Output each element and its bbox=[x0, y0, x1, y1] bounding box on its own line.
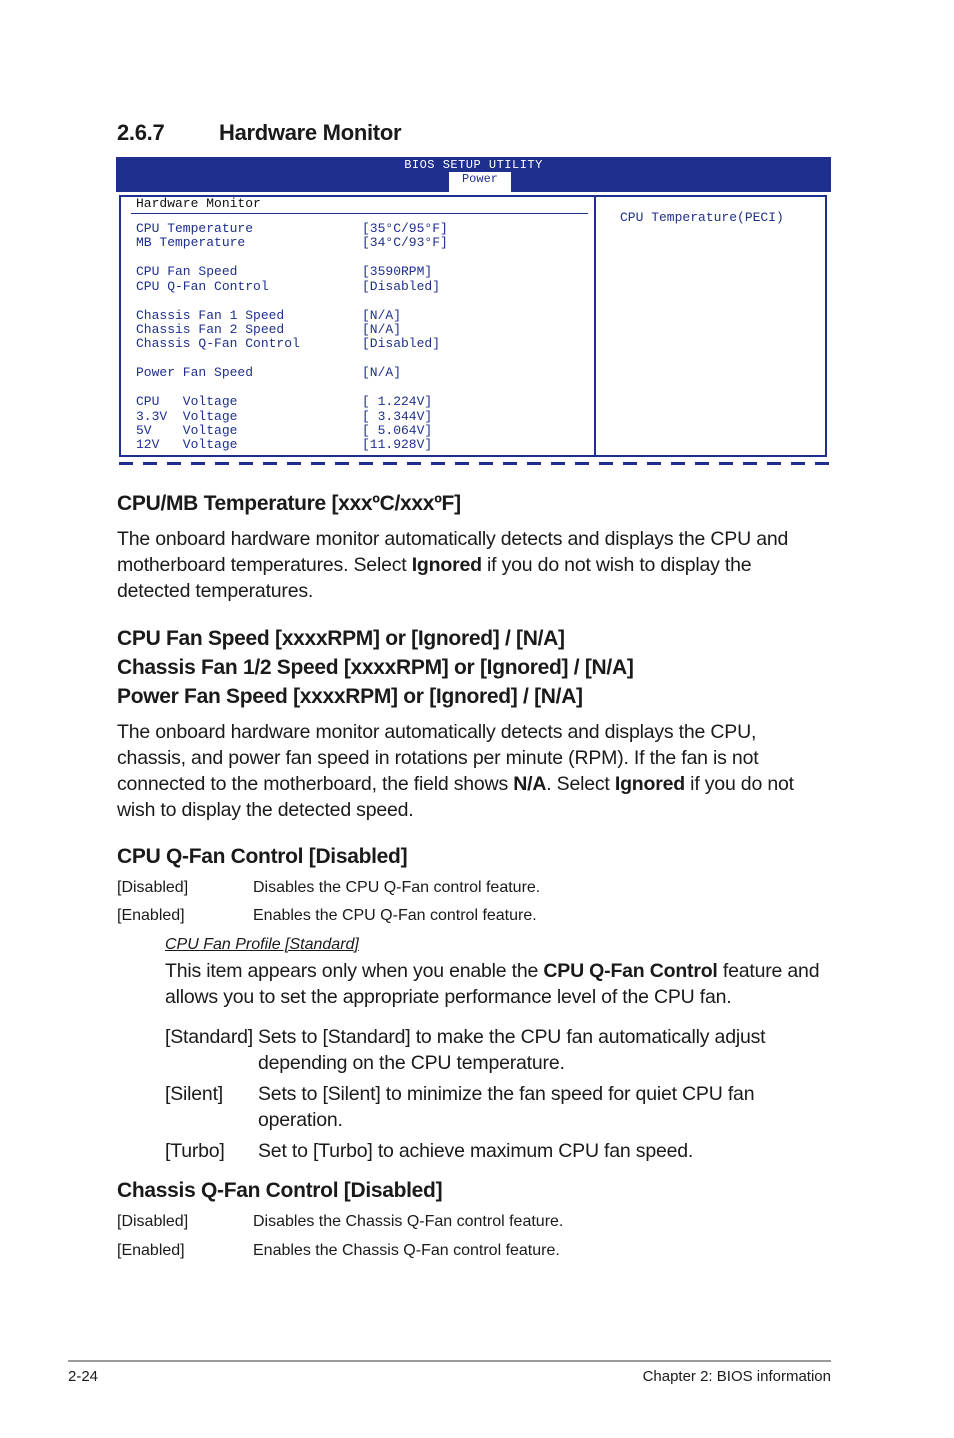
profile-key-standard: [Standard] bbox=[165, 1026, 253, 1048]
bios-item-value: [Disabled] bbox=[362, 336, 441, 351]
text-line: The onboard hardware monitor automatically detects and displays the CPU and bbox=[117, 528, 789, 550]
text-line: allows you to set the appropriate performance level of the CPU fan. bbox=[165, 986, 732, 1008]
bios-panel-title: Hardware Monitor bbox=[136, 196, 261, 211]
fan-speed-paragraph bbox=[117, 719, 837, 823]
power-fan-speed-heading: Power Fan Speed [xxxxRPM] or [Ignored] / [N/A] bbox=[117, 685, 583, 708]
bios-item-value: [ 3.344V] bbox=[362, 409, 433, 424]
section-title: Hardware Monitor bbox=[219, 120, 402, 145]
profile-key-turbo: [Turbo] bbox=[165, 1140, 225, 1162]
text-line: detected temperatures. bbox=[117, 580, 314, 602]
bios-help-text: CPU Temperature(PECI) bbox=[620, 210, 784, 225]
text-line: connected to the motherboard, the field shows N/A. Select Ignored if you do not bbox=[117, 773, 794, 795]
bios-title-rule bbox=[131, 213, 588, 214]
text-line: This item appears only when you enable the CPU Q-Fan Control feature and bbox=[165, 960, 820, 982]
text-line: The onboard hardware monitor automatically detects and displays the CPU, bbox=[117, 721, 757, 743]
bios-item-label[interactable]: 3.3V Voltage bbox=[136, 409, 238, 424]
bios-item-label[interactable]: Chassis Fan 2 Speed bbox=[136, 322, 285, 337]
page-number: 2-24 bbox=[68, 1368, 99, 1385]
bios-item-label[interactable]: 5V Voltage bbox=[136, 423, 238, 438]
cpu-fan-profile-paragraph bbox=[165, 958, 845, 1010]
option-description: Enables the CPU Q-Fan control feature. bbox=[253, 907, 537, 924]
bios-item-label[interactable]: Chassis Q-Fan Control bbox=[136, 336, 300, 351]
temperature-heading: CPU/MB Temperature [xxxºC/xxxºF] bbox=[117, 492, 461, 515]
bios-item-value: [Disabled] bbox=[362, 279, 441, 294]
bios-item-label[interactable]: CPU Temperature bbox=[136, 221, 254, 236]
option-description: Disables the Chassis Q-Fan control feature. bbox=[253, 1213, 564, 1230]
cpu-qfan-heading: CPU Q-Fan Control [Disabled] bbox=[117, 845, 408, 868]
bios-item-label[interactable]: MB Temperature bbox=[136, 235, 246, 250]
option-key: [Disabled] bbox=[117, 1213, 189, 1230]
bios-item-value: [N/A] bbox=[362, 308, 402, 323]
bios-item-value: [3590RPM] bbox=[362, 264, 433, 279]
chassis-fan-speed-heading: Chassis Fan 1/2 Speed [xxxxRPM] or [Ignored] / [N/A] bbox=[117, 656, 634, 679]
bios-item-label[interactable]: CPU Voltage bbox=[136, 394, 238, 409]
option-key: [Enabled] bbox=[117, 907, 185, 924]
bios-item-value: [N/A] bbox=[362, 365, 402, 380]
bios-item-label[interactable]: CPU Fan Speed bbox=[136, 264, 238, 279]
text-line: Sets to [Standard] to make the CPU fan automatically adjust bbox=[258, 1026, 766, 1048]
option-key: [Disabled] bbox=[117, 879, 189, 896]
chapter-title: Chapter 2: BIOS information bbox=[642, 1368, 831, 1385]
bios-item-value: [ 1.224V] bbox=[362, 394, 433, 409]
profile-desc-silent bbox=[258, 1081, 848, 1133]
tab-power[interactable]: Power bbox=[449, 172, 511, 192]
cpu-fan-profile-subheading: CPU Fan Profile [Standard] bbox=[165, 936, 359, 953]
bios-divider bbox=[594, 195, 596, 457]
option-description: Disables the CPU Q-Fan control feature. bbox=[253, 879, 541, 896]
bios-item-value: [11.928V] bbox=[362, 437, 433, 452]
text-line: operation. bbox=[258, 1109, 343, 1131]
text-line: wish to display the detected speed. bbox=[117, 799, 414, 821]
option-description: Enables the Chassis Q-Fan control feature. bbox=[253, 1242, 560, 1259]
profile-desc-standard bbox=[258, 1024, 848, 1076]
text-line: Sets to [Silent] to minimize the fan speed for quiet CPU fan bbox=[258, 1083, 755, 1105]
bios-item-label[interactable]: CPU Q-Fan Control bbox=[136, 279, 269, 294]
text-line: motherboard temperatures. Select Ignored if you do not wish to display the bbox=[117, 554, 752, 576]
bios-item-label[interactable]: Power Fan Speed bbox=[136, 365, 254, 380]
bios-item-label[interactable]: Chassis Fan 1 Speed bbox=[136, 308, 285, 323]
bios-item-value: [35°C/95°F] bbox=[362, 221, 448, 236]
profile-desc-turbo: Set to [Turbo] to achieve maximum CPU fan speed. bbox=[258, 1140, 694, 1162]
bios-item-value: [N/A] bbox=[362, 322, 402, 337]
bios-header bbox=[116, 157, 831, 192]
temperature-paragraph bbox=[117, 526, 837, 604]
bios-item-label[interactable]: 12V Voltage bbox=[136, 437, 238, 452]
option-key: [Enabled] bbox=[117, 1242, 185, 1259]
footer-rule bbox=[68, 1360, 831, 1362]
bios-screenshot bbox=[116, 157, 831, 473]
bios-utility-title: BIOS SETUP UTILITY bbox=[404, 158, 543, 172]
text-line: depending on the CPU temperature. bbox=[258, 1052, 565, 1074]
bios-dashed-edge bbox=[119, 462, 831, 465]
bios-item-value: [34°C/93°F] bbox=[362, 235, 448, 250]
section-number: 2.6.7 bbox=[117, 120, 165, 145]
text-line: chassis, and power fan speed in rotations per minute (RPM). If the fan is not bbox=[117, 747, 759, 769]
chassis-qfan-heading: Chassis Q-Fan Control [Disabled] bbox=[117, 1179, 443, 1202]
profile-key-silent: [Silent] bbox=[165, 1083, 224, 1105]
bios-item-value: [ 5.064V] bbox=[362, 423, 433, 438]
cpu-fan-speed-heading: CPU Fan Speed [xxxxRPM] or [Ignored] / [N/A] bbox=[117, 627, 565, 650]
